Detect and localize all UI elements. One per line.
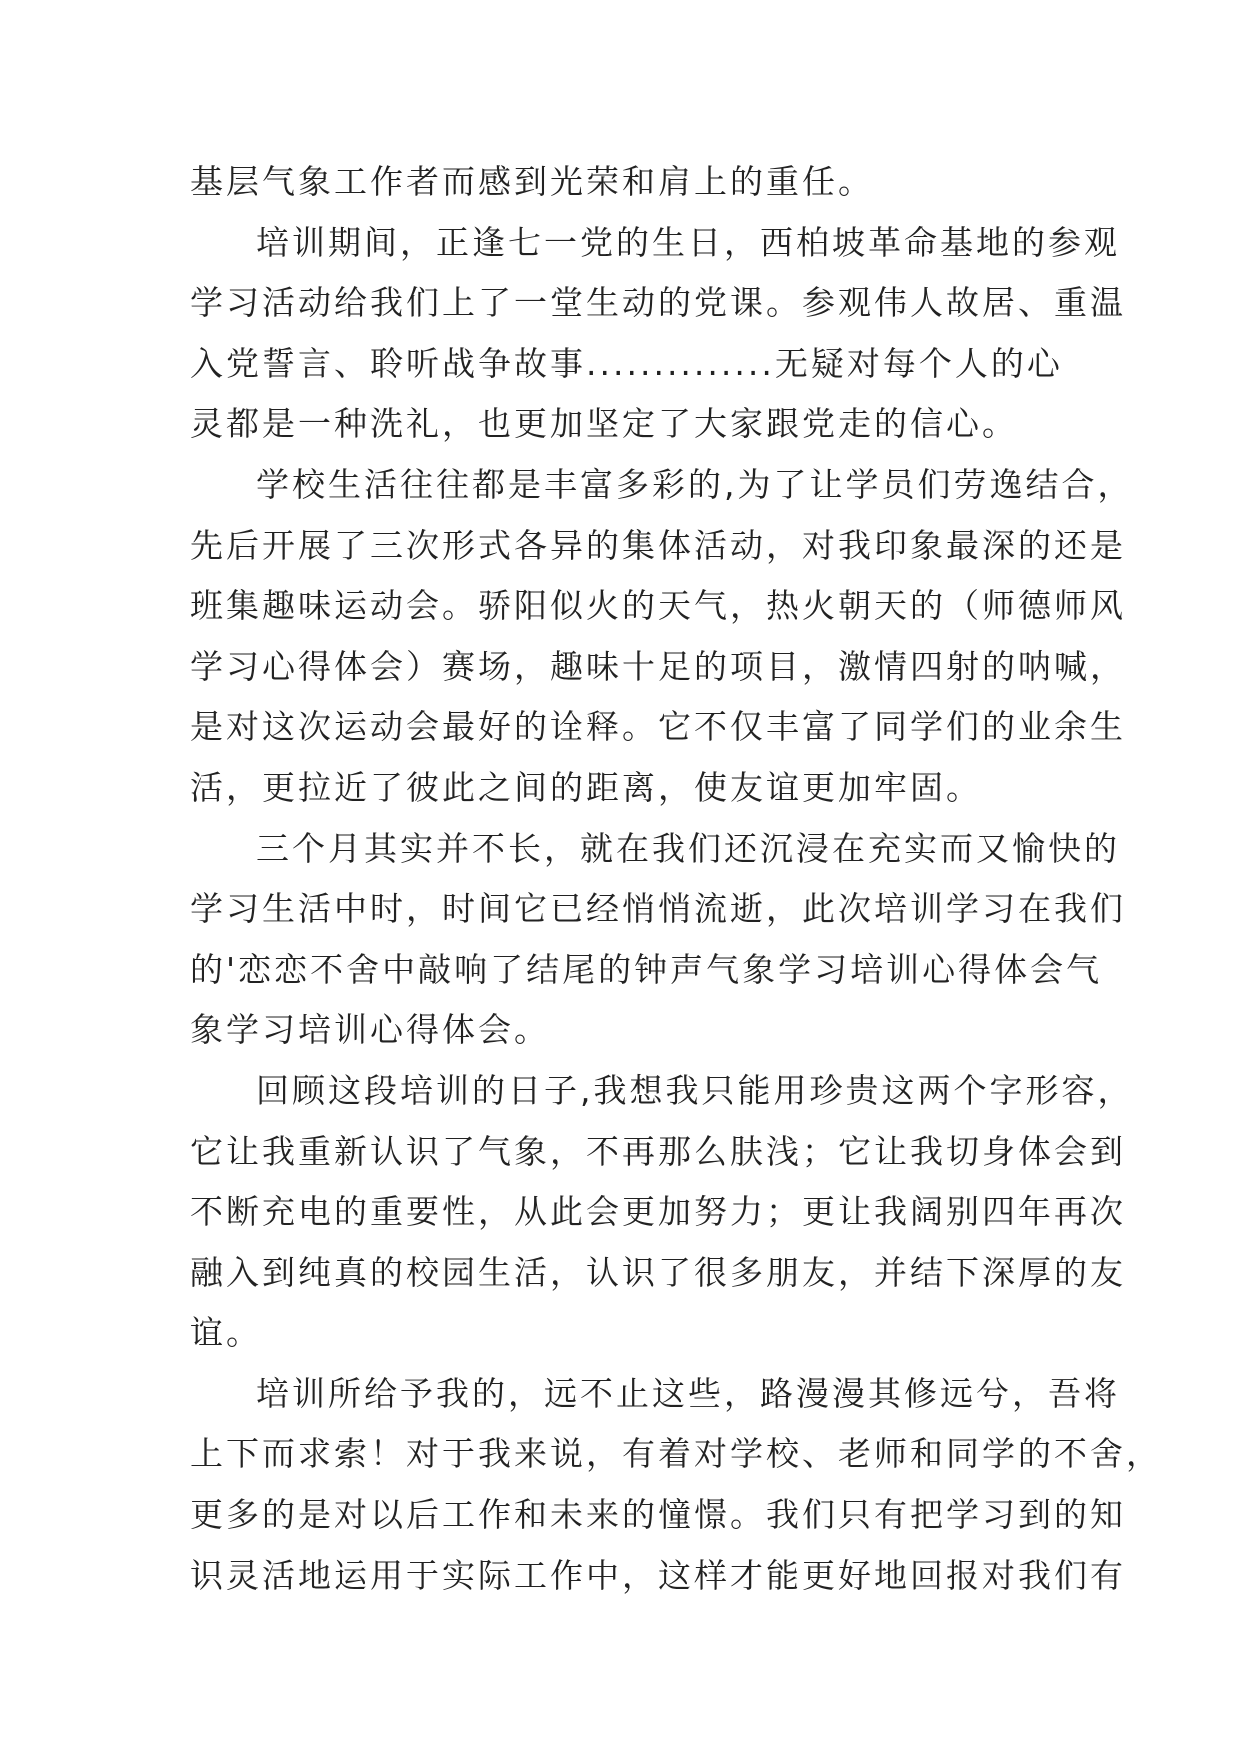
paragraph-start-line: 培训所给予我的，远不止这些，路漫漫其修远兮，吾将 xyxy=(256,1373,1120,1413)
text-line: 活，更拉近了彼此之间的距离，使友谊更加牢固。 xyxy=(190,767,982,807)
text-line: 识灵活地运用于实际工作中，这样才能更好地回报对我们有 xyxy=(190,1555,1126,1595)
text-line: 象学习培训心得体会。 xyxy=(190,1010,550,1050)
text-line: 上下而求索！对于我来说，有着对学校、老师和同学的不舍， xyxy=(190,1434,1162,1474)
paragraph-start-line: 学校生活往往都是丰富多彩的,为了让学员们劳逸结合， xyxy=(256,464,1134,504)
text-line: 学习心得体会）赛场，趣味十足的项目，激情四射的呐喊， xyxy=(190,646,1126,686)
paragraph-start-line: 三个月其实并不长，就在我们还沉浸在充实而又愉快的 xyxy=(256,828,1120,868)
text-line: 学习生活中时，时间它已经悄悄流逝，此次培训学习在我们 xyxy=(190,889,1126,929)
text-line: 谊。 xyxy=(190,1313,262,1353)
text-line: 先后开展了三次形式各异的集体活动，对我印象最深的还是 xyxy=(190,525,1126,565)
document-body xyxy=(190,152,1162,1606)
text-line: 学习活动给我们上了一堂生动的党课。参观伟人故居、重温 xyxy=(190,283,1126,323)
text-line: 不断充电的重要性，从此会更加努力；更让我阔别四年再次 xyxy=(190,1192,1126,1232)
text-line: 班集趣味运动会。骄阳似火的天气，热火朝天的（师德师风 xyxy=(190,586,1126,626)
text-line: 更多的是对以后工作和未来的憧憬。我们只有把学习到的知 xyxy=(190,1495,1126,1535)
text-line: 基层气象工作者而感到光荣和肩上的重任。 xyxy=(190,162,874,201)
paragraph-start-line: 培训期间，正逢七一党的生日，西柏坡革命基地的参观 xyxy=(256,222,1120,262)
text-line: 它让我重新认识了气象，不再那么肤浅；它让我切身体会到 xyxy=(190,1131,1126,1171)
text-line: 是对这次运动会最好的诠释。它不仅丰富了同学们的业余生 xyxy=(190,707,1126,747)
text-line: 灵都是一种洗礼，也更加坚定了大家跟党走的信心。 xyxy=(190,404,1018,444)
text-line: 的'恋恋不舍中敲响了结尾的钟声气象学习培训心得体会气 xyxy=(190,949,1103,989)
text-line: 融入到纯真的校园生活，认识了很多朋友，并结下深厚的友 xyxy=(190,1252,1126,1292)
text-line: 入党誓言、聆听战争故事..............无疑对每个人的心 xyxy=(190,343,1063,383)
paragraph-start-line: 回顾这段培训的日子,我想我只能用珍贵这两个字形容， xyxy=(256,1070,1134,1110)
